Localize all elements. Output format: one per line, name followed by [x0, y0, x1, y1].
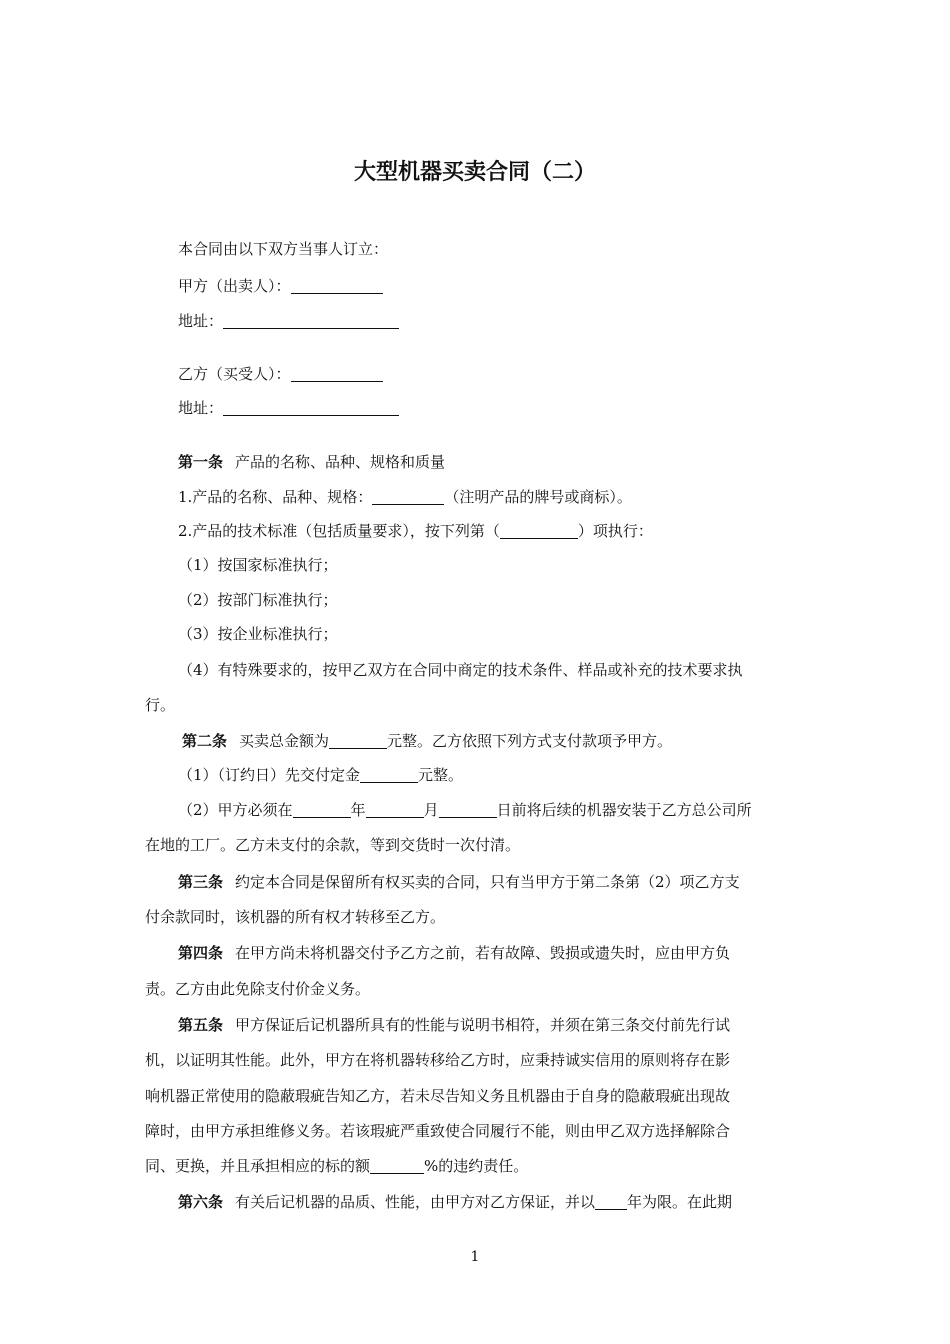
option-4-line-2: 行。	[145, 696, 176, 714]
article-2-item-1	[178, 765, 810, 785]
article-5-line-5-text: 同、更换，并且承担相应的标的额	[145, 1157, 371, 1175]
article-1-item-2-end: ）项执行：	[577, 522, 653, 540]
option-2: （2）按部门标准执行；	[178, 591, 338, 609]
article-6-heading: 第六条	[178, 1193, 224, 1211]
article-5-line-1	[178, 1015, 810, 1035]
article-3-text: 约定本合同是保留所有权买卖的合同，只有当甲方于第二条第（2）项乙方支	[235, 873, 740, 891]
article-1-heading-line	[178, 452, 810, 472]
article-5-line-3: 响机器正常使用的隐蔽瑕疵告知乙方，若未尽告知义务且机器由于自身的隐蔽瑕疵出现故	[145, 1087, 731, 1105]
article-4-text: 在甲方尚未将机器交付予乙方之前，若有故障、毁损或遗失时，应由甲方负	[235, 944, 731, 962]
article-5-line-5-post: %的违约责任。	[424, 1157, 529, 1175]
article-6-text: 有关后记机器的品质、性能，由甲方对乙方保证，并以	[235, 1193, 596, 1211]
article-2-line-1	[182, 731, 810, 751]
article-2-item-2	[178, 800, 810, 820]
party-b-address-blank[interactable]	[223, 399, 399, 416]
article-1-title: 产品的名称、品种、规格和质量	[235, 453, 446, 471]
article-3-line-1	[178, 872, 810, 892]
install-day-blank[interactable]	[439, 801, 497, 818]
warranty-years-blank[interactable]	[595, 1193, 627, 1210]
article-4-line-1	[178, 943, 810, 963]
document-title: 大型机器买卖合同（二）	[353, 160, 596, 185]
penalty-percent-blank[interactable]	[370, 1157, 424, 1174]
option-1: （1）按国家标准执行；	[178, 556, 338, 574]
party-a-address-line	[178, 311, 810, 331]
deposit-amount-blank[interactable]	[360, 766, 418, 783]
month-label: 月	[423, 801, 439, 819]
article-1-item-1-text: 1.产品的名称、品种、规格：	[178, 488, 373, 506]
article-5-line-4: 障时，由甲方承担维修义务。若该瑕疵严重致使合同履行不能，则由甲乙双方选择解除合	[145, 1122, 731, 1140]
article-1-item-1	[178, 487, 810, 507]
party-a-address-blank[interactable]	[223, 312, 399, 329]
install-year-blank[interactable]	[293, 801, 351, 818]
intro-line	[178, 239, 810, 259]
article-5-line-5	[145, 1156, 810, 1176]
install-post: 日前将后续的机器安装于乙方总公司所	[496, 801, 752, 819]
address-label-b: 地址：	[178, 399, 224, 417]
party-b-blank[interactable]	[291, 365, 383, 382]
party-a-blank[interactable]	[291, 277, 383, 294]
deposit-post: 元整。	[418, 766, 464, 784]
article-2-item-2-line-2: 在地的工厂。乙方未支付的余款，等到交货时一次付清。	[145, 836, 521, 854]
article-1-item-2-text: 2.产品的技术标准（包括质量要求），按下列第（	[178, 522, 500, 540]
article-6-post: 年为限。在此期	[627, 1193, 733, 1211]
address-label-a: 地址：	[178, 312, 224, 330]
article-5-line-2: 机，以证明其性能。此外，甲方在将机器转移给乙方时，应秉持诚实信用的原则将存在影	[145, 1051, 731, 1069]
article-2-heading: 第二条	[182, 732, 228, 750]
article-5-text: 甲方保证后记机器所具有的性能与说明书相符，并须在第三条交付前先行试	[235, 1016, 731, 1034]
party-b-line	[178, 364, 810, 384]
article-6-line-1	[178, 1192, 810, 1212]
party-a-label: 甲方（出卖人）：	[178, 277, 291, 295]
install-text: （2）甲方必须在	[178, 801, 293, 819]
install-month-blank[interactable]	[366, 801, 424, 818]
option-4-line-1: （4）有特殊要求的，按甲乙双方在合同中商定的技术条件、样品或补充的技术要求执	[178, 661, 743, 679]
year-label: 年	[350, 801, 366, 819]
party-b-address-line	[178, 398, 810, 418]
total-amount-blank[interactable]	[329, 732, 387, 749]
intro-text: 本合同由以下双方当事人订立：	[178, 240, 389, 258]
party-b-label: 乙方（买受人）：	[178, 365, 291, 383]
article-2-total-post: 元整。乙方依照下列方式支付款项予甲方。	[387, 732, 673, 750]
article-1-item-1-note: （注明产品的牌号或商标）。	[444, 488, 632, 506]
article-2-total-text: 买卖总金额为	[239, 732, 330, 750]
article-1-heading: 第一条	[178, 453, 224, 471]
article-3-heading: 第三条	[178, 873, 224, 891]
party-a-line	[178, 276, 810, 296]
standard-choice-blank[interactable]	[500, 522, 578, 539]
article-4-heading: 第四条	[178, 944, 224, 962]
article-4-line-2: 责。乙方由此免除支付价金义务。	[145, 980, 371, 998]
product-name-blank[interactable]	[372, 488, 444, 505]
article-1-item-2	[178, 521, 810, 541]
article-3-line-2: 付余款同时，该机器的所有权才转移至乙方。	[145, 908, 446, 926]
option-3: （3）按企业标准执行；	[178, 625, 338, 643]
article-5-heading: 第五条	[178, 1016, 224, 1034]
page-number: 1	[470, 1249, 480, 1265]
deposit-text: （1）（订约日）先交付定金	[178, 766, 361, 784]
